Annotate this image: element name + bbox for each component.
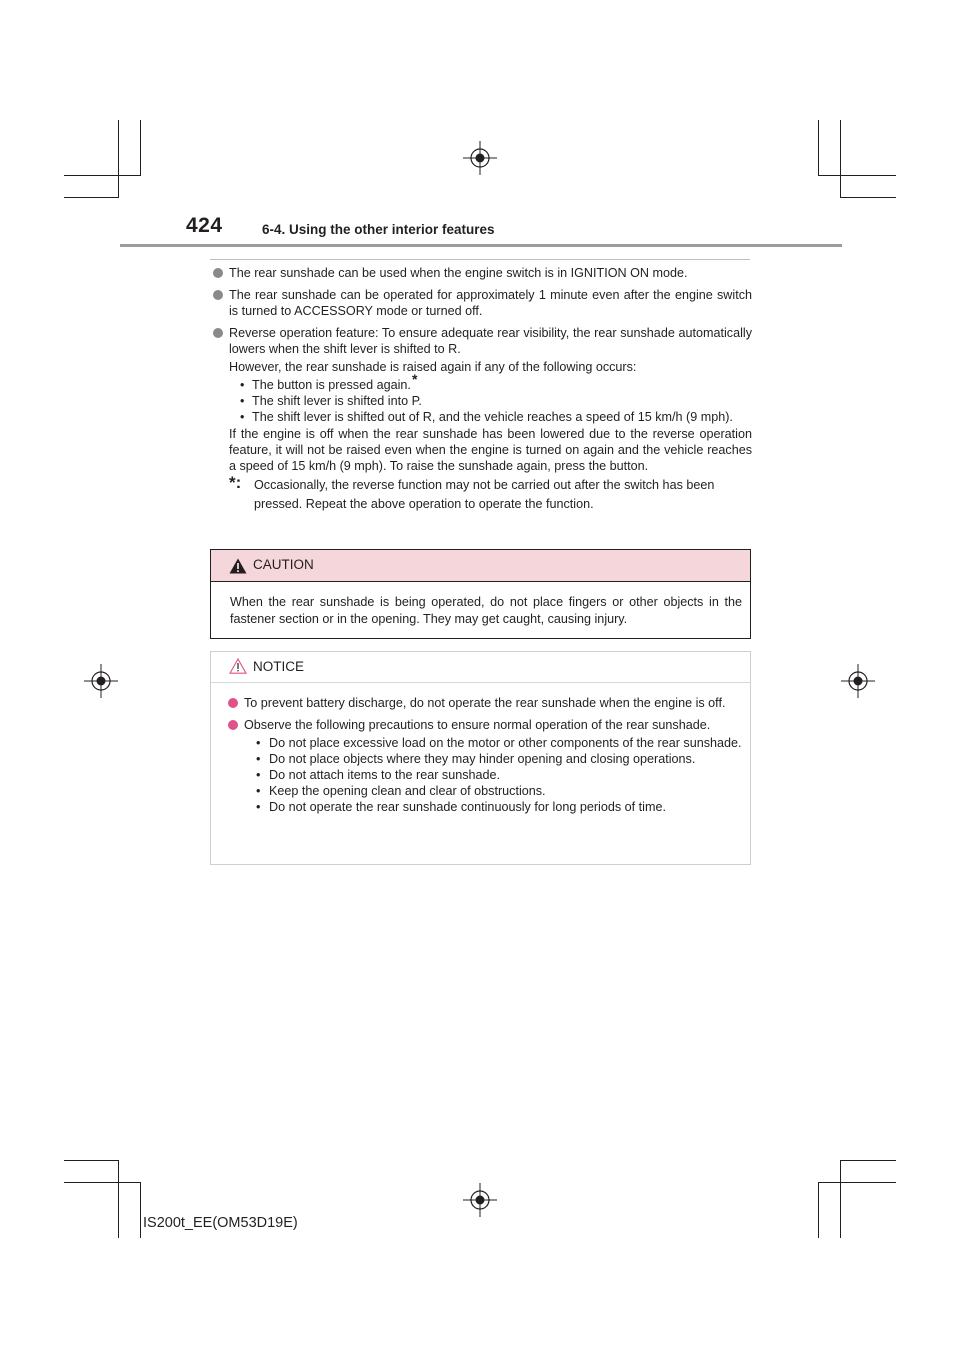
page-number: 424 <box>186 214 223 237</box>
list-item <box>225 767 745 783</box>
caution-box <box>210 549 751 639</box>
list-item <box>225 751 745 767</box>
crop-mark <box>118 1160 119 1238</box>
list-item <box>210 409 752 425</box>
crop-mark <box>140 1182 141 1238</box>
bullet-icon: • <box>256 800 261 814</box>
list-item <box>225 695 745 711</box>
bullet-icon: • <box>240 410 245 424</box>
precaution-text: Do not attach items to the rear sunshade. <box>269 768 501 782</box>
crop-mark <box>140 120 141 176</box>
footnote <box>210 473 752 514</box>
condition-text: The shift lever is shifted into P. <box>252 394 422 408</box>
notice-title: NOTICE <box>253 659 305 674</box>
bullet-text: The rear sunshade can be operated for approximately 1 minute even after the engine switch is turned to ACCESSORY mode or turned off. <box>229 288 752 318</box>
crop-mark <box>118 120 119 198</box>
bullet-icon <box>228 698 238 708</box>
section-title: 6-4. Using the other interior features <box>262 222 495 237</box>
notice-content <box>225 695 745 815</box>
crop-mark <box>840 197 896 198</box>
warning-triangle-icon <box>229 558 247 579</box>
caution-header <box>211 550 750 582</box>
crop-mark <box>64 197 119 198</box>
list-item <box>210 265 752 281</box>
crop-mark <box>818 1182 896 1183</box>
bullet-icon: • <box>256 752 261 766</box>
engine-off-text: If the engine is off when the rear sunshade has been lowered due to the reverse operation feature, it will not be raised even when the engine is turned on again and the vehicle reaches a speed of 15 km/h (9 mph). To raise the sunshade again, press the button. <box>229 427 752 473</box>
bullet-icon: • <box>256 784 261 798</box>
crop-mark <box>818 175 896 176</box>
crop-mark <box>64 175 141 176</box>
list-item <box>225 735 745 751</box>
bullet-icon <box>213 290 223 300</box>
bullet-icon <box>213 268 223 278</box>
list-item <box>225 783 745 799</box>
precaution-text: Do not operate the rear sunshade continuously for long periods of time. <box>269 800 666 814</box>
precaution-text: Do not place excessive load on the motor or other components of the rear sunshade. <box>269 736 742 750</box>
crop-mark <box>840 1160 896 1161</box>
crop-mark <box>840 120 841 198</box>
notice-bullet-text: To prevent battery discharge, do not operate the rear sunshade when the engine is off. <box>244 696 726 710</box>
bullet-text: Reverse operation feature: To ensure adequate rear visibility, the rear sunshade automatically lowers when the shift lever is shifted to R. <box>229 326 752 356</box>
registration-mark-icon <box>463 141 497 175</box>
footnote-reference: * <box>411 371 418 387</box>
section-divider <box>210 259 750 260</box>
list-item <box>210 371 752 393</box>
warning-triangle-outline-icon <box>229 658 247 679</box>
list-item <box>210 287 752 319</box>
crop-mark <box>818 120 819 176</box>
caution-text: When the rear sunshade is being operated, do not place fingers or other objects in the fastener section or in the opening. They may get caught, causing injury. <box>230 595 742 626</box>
crop-mark <box>64 1182 141 1183</box>
precaution-text: Keep the opening clean and clear of obstructions. <box>269 784 546 798</box>
notice-header <box>211 652 750 683</box>
bullet-icon: • <box>256 768 261 782</box>
header-rule <box>120 244 842 247</box>
notice-box <box>210 651 751 865</box>
condition-text: The button is pressed again. <box>252 378 411 392</box>
crop-mark <box>64 1160 119 1161</box>
list-item <box>210 325 752 357</box>
footnote-mark: *: <box>229 473 242 492</box>
bullet-icon <box>213 328 223 338</box>
bullet-text: The rear sunshade can be used when the engine switch is in IGNITION ON mode. <box>229 266 688 280</box>
condition-text: The shift lever is shifted out of R, and the vehicle reaches a speed of 15 km/h (9 mph). <box>252 410 733 424</box>
crop-mark <box>818 1182 819 1238</box>
registration-mark-icon <box>841 664 875 698</box>
bullet-icon <box>228 720 238 730</box>
notice-bullet-text: Observe the following precautions to ensure normal operation of the rear sunshade. <box>244 718 711 732</box>
caution-title: CAUTION <box>253 557 314 572</box>
list-item <box>225 717 745 733</box>
registration-mark-icon <box>463 1183 497 1217</box>
list-item <box>225 799 745 815</box>
precaution-text: Do not place objects where they may hinder opening and closing operations. <box>269 752 696 766</box>
crop-mark <box>840 1160 841 1238</box>
bullet-icon: • <box>240 394 245 408</box>
registration-mark-icon <box>84 664 118 698</box>
bullet-icon: • <box>240 378 245 392</box>
body-text <box>210 265 752 514</box>
document-code: IS200t_EE(OM53D19E) <box>143 1215 298 1231</box>
bullet-icon: • <box>256 736 261 750</box>
however-text: However, the rear sunshade is raised again if any of the following occurs: <box>229 360 637 374</box>
list-item <box>210 393 752 409</box>
footnote-text: Occasionally, the reverse function may not be carried out after the switch has been pressed. Repeat the above operation to operate the function. <box>254 478 715 511</box>
